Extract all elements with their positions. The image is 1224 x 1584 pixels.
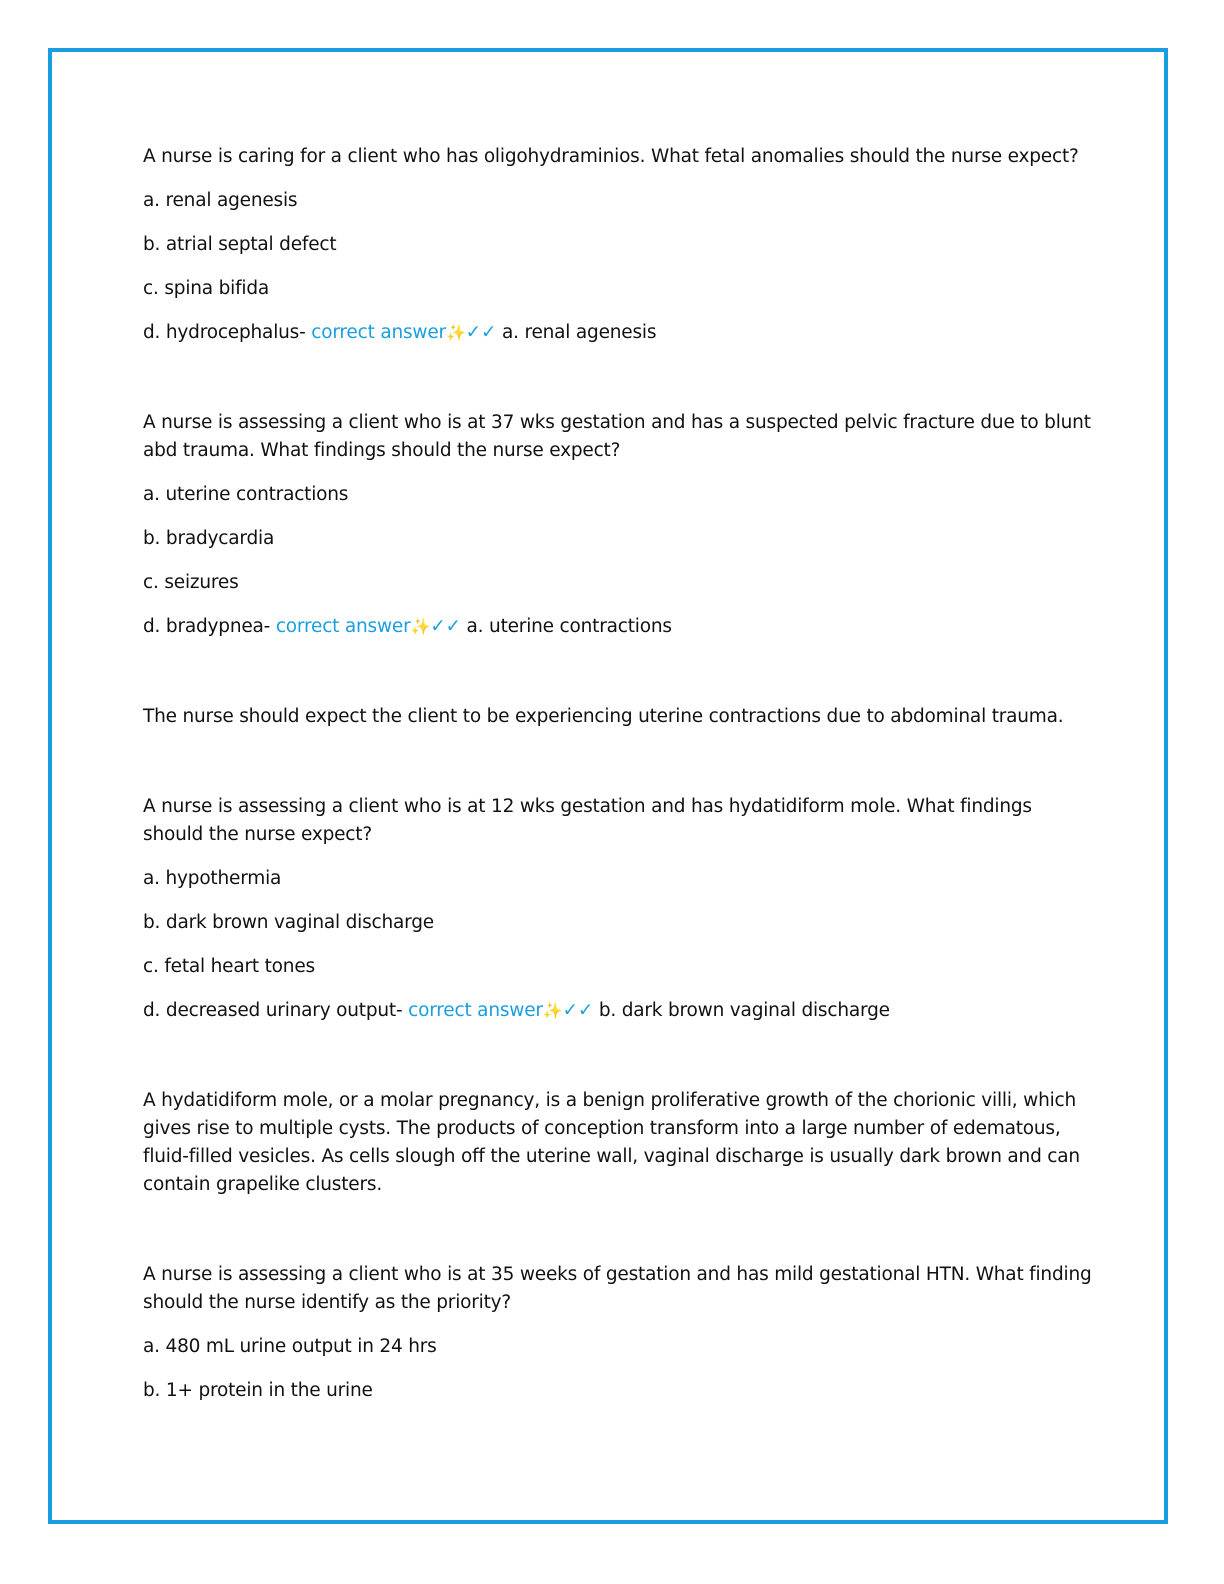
question-text: A nurse is caring for a client who has oligohydraminios. What fetal anomalies should the nurse expect? bbox=[143, 146, 1079, 167]
correct-answer-label: correct answer bbox=[402, 1000, 543, 1021]
option-b: b. bradycardia bbox=[143, 528, 275, 549]
question-text: A nurse is assessing a client who is at 37 wks gestation and has a suspected pelvic fracture due to blunt abd trauma. What findings should the nurse expect? bbox=[143, 412, 1091, 461]
sparkle-icon: ✨ bbox=[542, 1001, 563, 1020]
option-a: a. hypothermia bbox=[143, 868, 282, 889]
option-d: d. hydrocephalus- bbox=[143, 322, 306, 343]
double-check-icon: ✓✓ bbox=[430, 616, 461, 637]
double-check-icon: ✓✓ bbox=[562, 1000, 594, 1021]
question-block-4 bbox=[143, 1261, 1093, 1405]
option-b: b. atrial septal defect bbox=[143, 234, 337, 255]
sparkle-icon: ✨ bbox=[410, 617, 431, 636]
question-text: A nurse is assessing a client who is at 35 weeks of gestation and has mild gestational HTN. What finding should the nurse identify as the priority? bbox=[143, 1264, 1092, 1313]
option-c: c. seizures bbox=[143, 572, 239, 593]
option-b: b. dark brown vaginal discharge bbox=[143, 912, 434, 933]
sparkle-icon: ✨ bbox=[445, 323, 466, 342]
correct-answer-label: correct answer bbox=[305, 322, 446, 343]
option-a: a. 480 mL urine output in 24 hrs bbox=[143, 1336, 437, 1357]
option-a: a. renal agenesis bbox=[143, 190, 298, 211]
option-d: d. bradypnea- bbox=[143, 616, 271, 637]
option-d-with-answer bbox=[143, 319, 1093, 347]
option-d: d. decreased urinary output- bbox=[143, 1000, 403, 1021]
answer-text: a. renal agenesis bbox=[496, 322, 657, 343]
question-text: A nurse is assessing a client who is at 12 wks gestation and has hydatidiform mole. What findings should the nurse expect? bbox=[143, 796, 1032, 845]
explanation-3: A hydatidiform mole, or a molar pregnancy, is a benign proliferative growth of the chorionic villi, which gives rise to multiple cysts. The products of conception transform into a large number of edematous, fluid-filled vesicles. As cells slough off the uterine wall, vaginal discharge is usually dark brown and can contain grapelike clusters. bbox=[143, 1090, 1080, 1195]
correct-answer-label: correct answer bbox=[270, 616, 411, 637]
option-c: c. fetal heart tones bbox=[143, 956, 315, 977]
answer-text: b. dark brown vaginal discharge bbox=[593, 1000, 890, 1021]
option-b: b. 1+ protein in the urine bbox=[143, 1380, 373, 1401]
double-check-icon: ✓✓ bbox=[465, 322, 497, 343]
document-body bbox=[143, 143, 1093, 1421]
question-block-1 bbox=[143, 143, 1093, 347]
option-c: c. spina bifida bbox=[143, 278, 270, 299]
question-block-3 bbox=[143, 793, 1093, 1025]
option-a: a. uterine contractions bbox=[143, 484, 349, 505]
option-d-with-answer bbox=[143, 997, 1093, 1025]
answer-text: a. uterine contractions bbox=[460, 616, 672, 637]
option-d-with-answer bbox=[143, 613, 1093, 641]
question-block-2 bbox=[143, 409, 1093, 641]
explanation-2: The nurse should expect the client to be experiencing uterine contractions due to abdominal trauma. bbox=[143, 706, 1064, 727]
